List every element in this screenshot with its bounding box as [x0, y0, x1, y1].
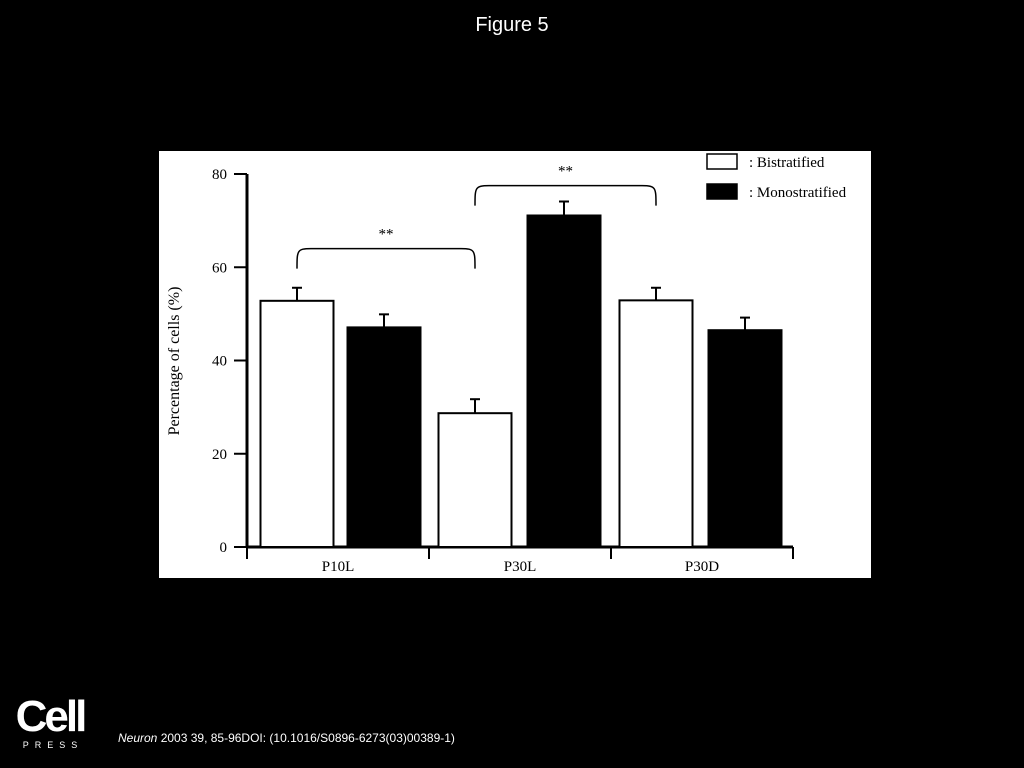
y-tick-label: 40 — [212, 353, 227, 370]
significance-bracket — [297, 249, 475, 269]
x-tick-label: P30D — [684, 559, 720, 575]
x-tick-label: P10L — [321, 559, 355, 575]
citation-journal: Neuron — [118, 731, 158, 745]
figure-panel — [159, 151, 871, 578]
cell-press-logo — [14, 692, 86, 750]
y-tick-label: 20 — [212, 446, 227, 463]
x-tick-label: P30L — [503, 559, 537, 575]
slide-title: Figure 5 — [475, 14, 549, 36]
y-axis-label: Percentage of cells (%) — [166, 286, 183, 436]
bar-p10l-monostratified — [348, 327, 421, 547]
logo-subtitle: PRESS — [22, 740, 84, 750]
y-tick-label: 60 — [212, 260, 227, 277]
y-tick-label: 80 — [212, 167, 227, 183]
bar-p30d-monostratified — [709, 330, 782, 547]
y-tick-label: 0 — [219, 540, 227, 556]
bar-chart — [159, 151, 871, 578]
legend-label-bistratified: : Bistratified — [749, 155, 825, 171]
significance-bracket — [475, 186, 656, 206]
citation — [118, 731, 455, 745]
significance-label: ** — [378, 226, 394, 243]
legend-swatch-bistratified — [707, 154, 737, 169]
significance-label: ** — [558, 163, 573, 180]
bar-p30l-bistratified — [439, 413, 512, 547]
bar-p10l-bistratified — [261, 301, 334, 547]
legend-label-monostratified: : Monostratified — [749, 185, 847, 201]
logo-word: Cell — [15, 692, 85, 741]
bar-p30l-monostratified — [528, 215, 601, 547]
bar-p30d-bistratified — [620, 300, 693, 547]
citation-details: 2003 39, 85-96DOI: (10.1016/S0896-6273(03)00389-1) — [157, 731, 455, 745]
legend-swatch-monostratified — [707, 184, 737, 199]
